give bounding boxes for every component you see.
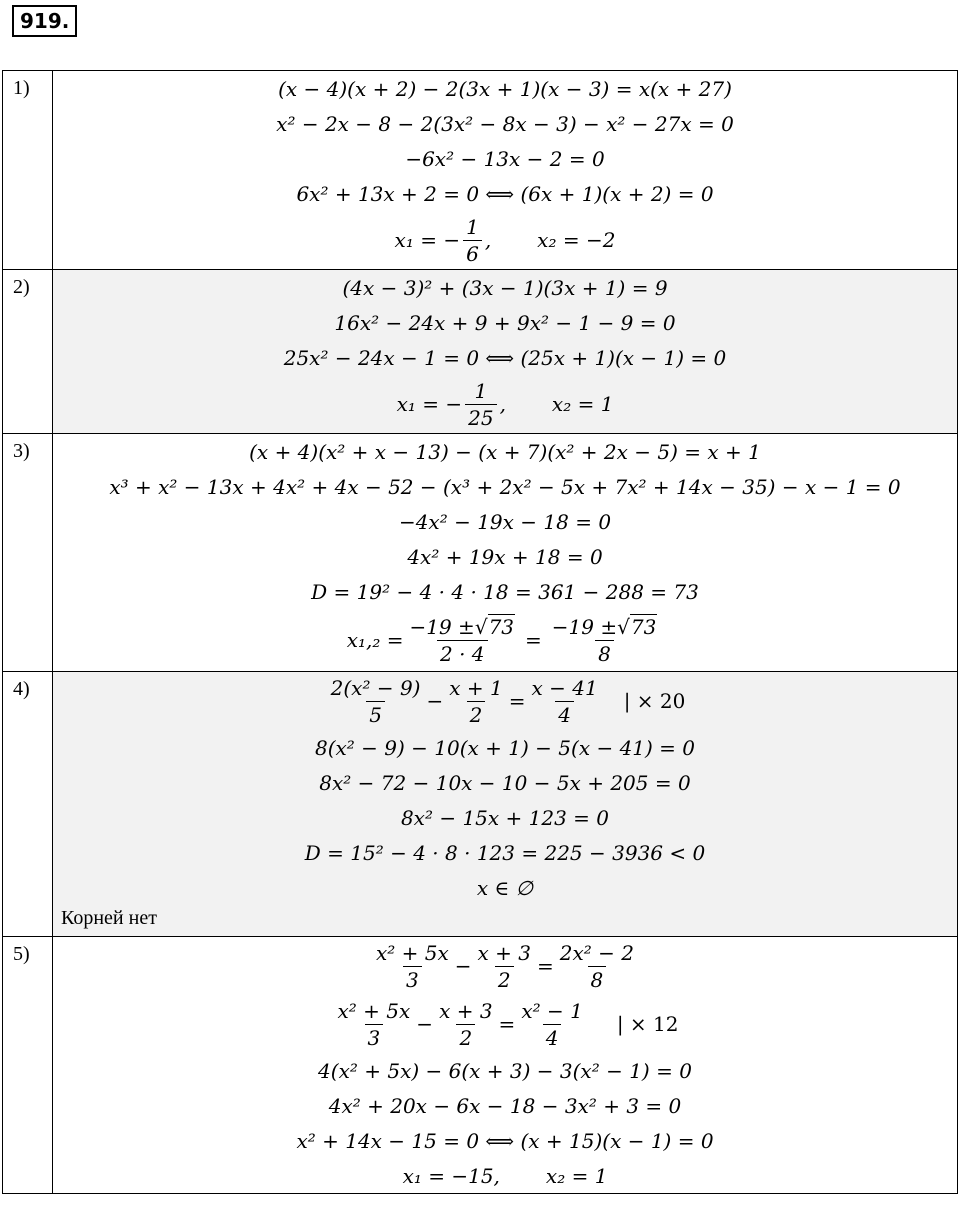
numerator-prefix: −19 ± <box>409 614 475 639</box>
fraction-denominator: 6 <box>463 240 482 265</box>
minus-sign: − <box>426 689 444 713</box>
fraction-numerator: 2(x² − 9) <box>330 675 421 700</box>
fraction <box>446 677 505 726</box>
equation-line: x³ + x² − 13x + 4x² + 4x − 52 − (x³ + 2x² − 5x + 7x² + 14x − 35) − x − 1 = 0 <box>109 474 901 499</box>
multiplier-note: | × 12 <box>616 1012 679 1036</box>
equation-line: 4(x² + 5x) − 6(x + 3) − 3(x² − 1) = 0 <box>318 1058 692 1083</box>
equation-line: D = 19² − 4 · 4 · 18 = 361 − 288 = 73 <box>311 579 699 604</box>
item-row-1 <box>3 71 958 270</box>
root-x1-lhs: x₁ = − <box>394 228 461 252</box>
item-row-5 <box>3 937 958 1194</box>
fraction <box>373 942 452 991</box>
equation-line: (4x − 3)² + (3x − 1)(3x + 1) = 9 <box>342 275 668 300</box>
root-x2: x₂ = 1 <box>545 1163 608 1188</box>
fraction-denominator: 2 · 4 <box>437 640 488 665</box>
numerator-prefix: −19 ± <box>551 614 618 639</box>
roots-line <box>53 211 957 269</box>
item-label: 4) <box>3 672 53 937</box>
equation-line: (x − 4)(x + 2) − 2(3x + 1)(x − 3) = x(x + 27) <box>278 76 732 101</box>
item-body <box>53 71 958 270</box>
root-x2: x₂ = 1 <box>551 392 614 416</box>
radicand: 73 <box>630 614 657 639</box>
equation-line: 6x² + 13x + 2 = 0 ⟺ (6x + 1)(x + 2) = 0 <box>296 181 714 206</box>
fraction-numerator: x − 41 <box>531 675 598 700</box>
fraction-numerator: 1 <box>466 214 479 239</box>
equation-line: x ∈ ∅ <box>476 875 534 900</box>
item-row-3 <box>3 434 958 672</box>
equals-sign: = <box>498 1012 516 1036</box>
fraction-denominator: 25 <box>465 404 496 429</box>
answer-note: Корней нет <box>61 907 157 929</box>
fraction-equation <box>53 672 957 730</box>
solutions-table <box>2 70 958 1194</box>
equals-sign: = <box>525 628 542 652</box>
equation-line: 8x² − 72 − 10x − 10 − 5x + 205 = 0 <box>319 770 691 795</box>
item-body <box>53 937 958 1194</box>
fraction <box>465 380 496 429</box>
roots-line <box>53 1158 957 1193</box>
equals-sign: = <box>537 954 554 978</box>
fraction-numerator: x + 1 <box>449 675 503 700</box>
fraction-denominator: 8 <box>595 640 614 665</box>
item-label: 2) <box>3 270 53 434</box>
fraction-denominator: 5 <box>366 701 385 726</box>
item-label: 3) <box>3 434 53 672</box>
problem-number: 919. <box>12 5 77 37</box>
fraction <box>436 1000 495 1049</box>
roots-line <box>53 375 957 433</box>
item-body <box>53 672 958 937</box>
fraction <box>475 942 534 991</box>
minus-sign: − <box>416 1012 434 1036</box>
fraction-denominator: 8 <box>588 966 607 991</box>
equation-line: 8(x² − 9) − 10(x + 1) − 5(x − 41) = 0 <box>314 735 696 760</box>
fraction-denominator: 2 <box>495 966 514 991</box>
equation-line: (x + 4)(x² + x − 13) − (x + 7)(x² + 2x − 5) = x + 1 <box>249 439 761 464</box>
fraction <box>328 677 424 726</box>
equals-sign: = <box>508 689 526 713</box>
fraction-denominator: 2 <box>467 701 486 726</box>
fraction <box>406 616 518 665</box>
equation-line: x² − 2x − 8 − 2(3x² − 8x − 3) − x² − 27x = 0 <box>276 111 734 136</box>
fraction-numerator: x + 3 <box>477 940 532 965</box>
equation-line: D = 15² − 4 · 8 · 123 = 225 − 3936 < 0 <box>304 840 706 865</box>
equation-line: 4x² + 19x + 18 = 0 <box>407 544 603 569</box>
fraction <box>528 677 600 726</box>
fraction-denominator: 4 <box>555 701 574 726</box>
root-x2: x₂ = −2 <box>537 228 616 252</box>
fraction-numerator: x² + 5x <box>337 998 411 1023</box>
roots-lhs: x₁,₂ = <box>346 628 404 652</box>
fraction-equation <box>53 995 957 1053</box>
multiplier-note: | × 20 <box>623 689 686 713</box>
root-separator: , <box>484 228 492 252</box>
fraction-denominator: 3 <box>403 966 422 991</box>
equation-line: 4x² + 20x − 6x − 18 − 3x² + 3 = 0 <box>328 1093 682 1118</box>
item-label: 1) <box>3 71 53 270</box>
root-separator: , <box>499 392 506 416</box>
fraction-denominator: 3 <box>365 1024 384 1049</box>
fraction-equation <box>53 937 957 995</box>
equation-line: −6x² − 13x − 2 = 0 <box>405 146 605 171</box>
root-x1: x₁ = −15, <box>402 1163 500 1188</box>
fraction-denominator: 2 <box>456 1024 475 1049</box>
equation-line: −4x² − 19x − 18 = 0 <box>398 509 612 534</box>
radicand: 73 <box>488 614 515 639</box>
equation-line: 16x² − 24x + 9 + 9x² − 1 − 9 = 0 <box>334 310 676 335</box>
fraction <box>335 1000 414 1049</box>
item-row-4 <box>3 672 958 937</box>
fraction <box>549 616 661 665</box>
fraction-numerator: x + 3 <box>439 998 493 1023</box>
item-label: 5) <box>3 937 53 1194</box>
item-body <box>53 434 958 672</box>
fraction <box>518 1000 586 1049</box>
fraction-numerator: 1 <box>474 378 488 403</box>
fraction-numerator: x² − 1 <box>521 998 583 1023</box>
fraction-denominator: 4 <box>543 1024 562 1049</box>
equation-line: x² + 14x − 15 = 0 ⟺ (x + 15)(x − 1) = 0 <box>296 1128 714 1153</box>
fraction-numerator: 2x² − 2 <box>559 940 634 965</box>
equation-line: 8x² − 15x + 123 = 0 <box>400 805 610 830</box>
equation-line: 25x² − 24x − 1 = 0 ⟺ (25x + 1)(x − 1) = 0 <box>283 345 727 370</box>
fraction <box>557 942 637 991</box>
minus-sign: − <box>454 954 472 978</box>
fraction-numerator: −19 ±√73 <box>409 614 515 639</box>
root-x1-lhs: x₁ = − <box>396 392 463 416</box>
item-row-2 <box>3 270 958 434</box>
fraction-numerator: −19 ±√73 <box>551 614 657 639</box>
item-body <box>53 270 958 434</box>
fraction-numerator: x² + 5x <box>375 940 449 965</box>
roots-line <box>53 609 957 671</box>
fraction <box>463 216 482 265</box>
